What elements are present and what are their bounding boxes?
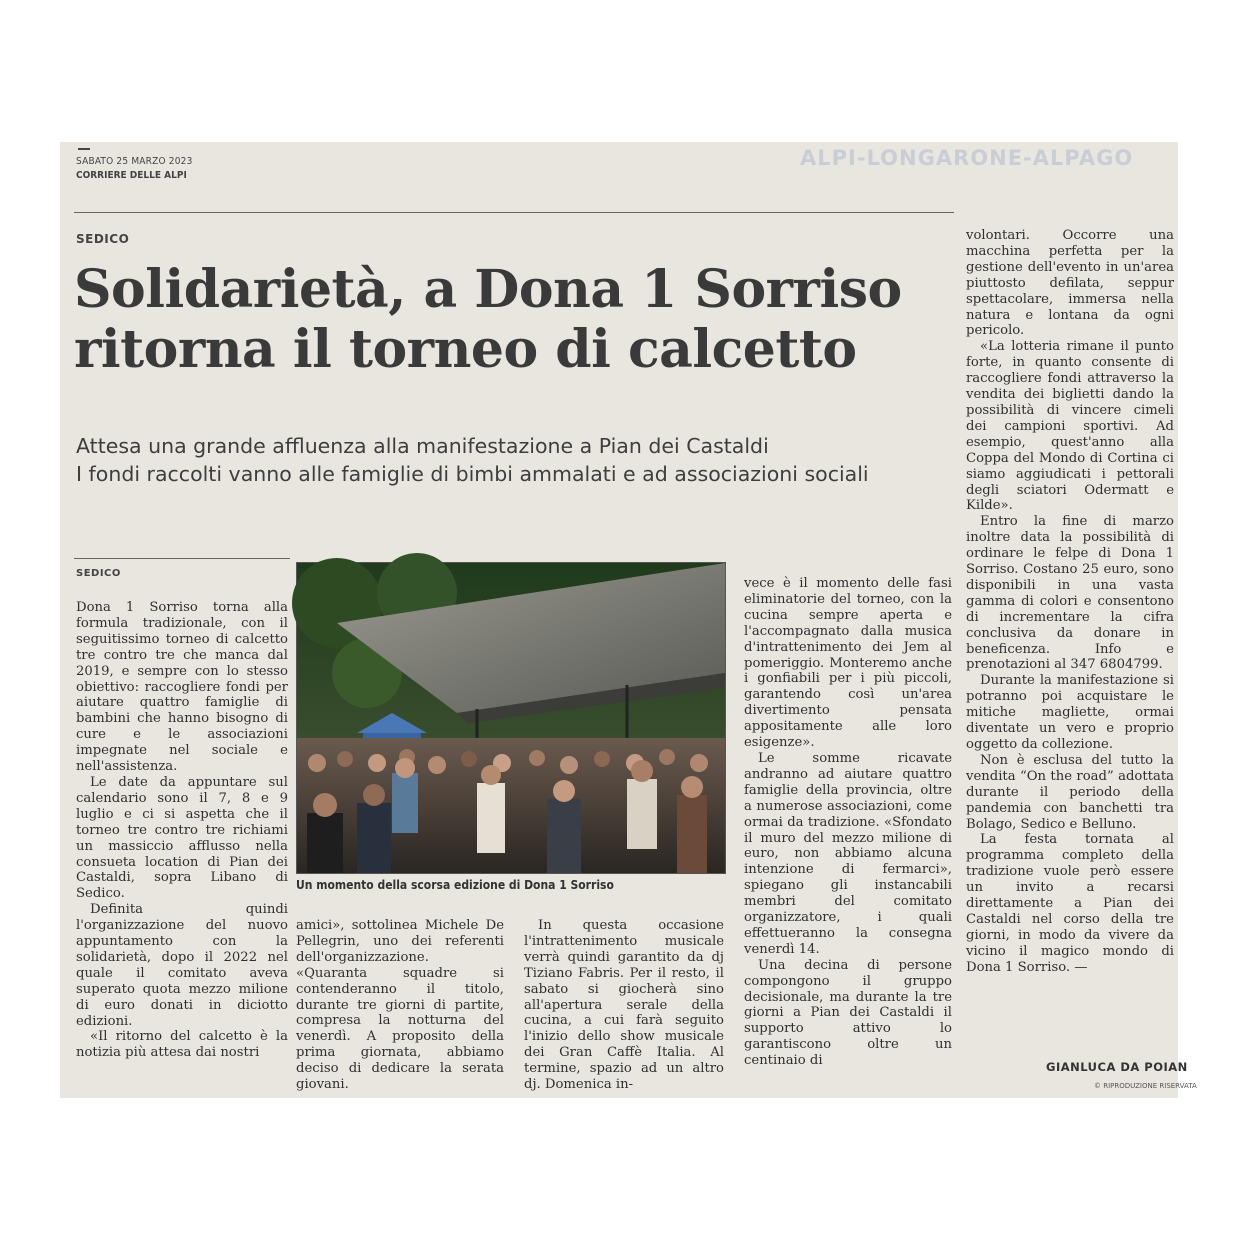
paragraph: Dona 1 Sorriso torna alla formula tradizionale, con il seguitissimo torneo di calcetto tre contro tre che manca dal 2019, e sempre con lo stesso obiettivo: raccogliere fondi per aiutare quattro famiglie di bambini che hanno bisogno di cure e le associazioni impegnate nel sociale e nell'assistenza.	[76, 600, 288, 775]
paragraph: «Il ritorno del calcetto è la notizia più attesa dai nostri	[76, 1029, 288, 1061]
body-column-4	[744, 576, 952, 1069]
subheadline-line: I fondi raccolti vanno alle famiglie di bimbi ammalati e ad associazioni sociali	[76, 462, 869, 486]
paragraph: Definita quindi l'organizzazione del nuovo appuntamento con la solidarietà, dopo il 2022 nel quale il comitato aveva superato quota mezzo milione di euro donati in diciotto edizioni.	[76, 902, 288, 1029]
body-column-3	[524, 918, 724, 1093]
crowd-photo-illustration	[297, 563, 725, 873]
paragraph: Le date da appuntare sul calendario sono il 7, 8 e 9 luglio e ci si aspetta che il torneo tre contro tre richiami un massiccio afflusso nella consueta location di Pian dei Castaldi, sopra Libano di Sedico.	[76, 774, 288, 902]
paragraph: vece è il momento delle fasi eliminatorie del torneo, con la cucina sempre aperta e l'accompagnato dalla musica d'intrattenimento dei Jem al pomeriggio. Monteremo anche i gonfiabili per i più piccoli, garantendo così un'area divertimento pensata appositamente alle loro esigenze».	[744, 576, 952, 751]
event-photo	[296, 562, 726, 874]
subheadline	[76, 432, 956, 488]
paragraph: Non è esclusa del tutto la vendita “On the road” adottata durante il periodo della pandemia con banchetti tra Bolago, Sedico e Belluno.	[966, 752, 1174, 832]
header-rule	[78, 148, 90, 150]
divider	[74, 558, 290, 559]
copyright-notice: © RIPRODUZIONE RISERVATA	[1094, 1082, 1197, 1090]
article-kicker: SEDICO	[76, 232, 130, 246]
subheadline-line: Attesa una grande affluenza alla manifestazione a Pian dei Castaldi	[76, 434, 769, 458]
newspaper-name: CORRIERE DELLE ALPI	[76, 170, 187, 181]
paragraph: In questa occasione l'intrattenimento musicale verrà quindi garantito da dj Tiziano Fabris. Per il resto, il sabato si giocherà sino all'apertura serale della cucina, a cui farà seguito l'inizio dello show musicale dei Gran Caffè Italia. Al termine, spazio ad un altro dj. Domenica in-	[524, 918, 724, 1093]
paragraph: La festa tornata al programma completo della tradizione vuole però essere un invito a recarsi direttamente a Pian dei Castaldi nel corso della tre giorni, in modo da vivere da vicino il magico mondo di Dona 1 Sorriso. —	[966, 832, 1174, 975]
divider	[74, 212, 954, 213]
body-column-5	[966, 228, 1174, 976]
newspaper-clipping	[60, 142, 1197, 1098]
issue-date: SABATO 25 MARZO 2023	[76, 156, 193, 167]
paragraph: volontari. Occorre una macchina perfetta per la gestione dell'evento in un'area piuttosto defilata, seppur spettacolare, immersa nella natura e lontana da ogni pericolo.	[966, 228, 1174, 339]
paragraph: Le somme ricavate andranno ad aiutare quattro famiglie della provincia, oltre a numerose associazioni, come ormai da tradizione. «Sfondato il muro del mezzo milione di euro, non abbiamo alcuna intenzione di fermarci», spiegano gli instancabili membri del comitato organizzatore, i quali effettueranno la consegna venerdì 14.	[744, 750, 952, 957]
headline-line: ritorna il torneo di calcetto	[74, 319, 857, 380]
paragraph: Entro la fine di marzo inoltre data la possibilità di ordinare le felpe di Dona 1 Sorriso. Costano 25 euro, sono disponibili in una vasta gamma di colori e consentono di incrementare la cifra conclusiva da donare in beneficenza. Info e prenotazioni al 347 6804799.	[966, 514, 1174, 673]
body-kicker: SEDICO	[76, 568, 121, 579]
body-column-1	[76, 600, 288, 1061]
paragraph: amici», sottolinea Michele De Pellegrin, uno dei referenti dell'organizzazione. «Quaranta squadre si contenderanno il titolo, durante tre giorni di partite, compresa la notturna del venerdì. A proposito della prima giornata, abbiamo deciso di dedicare la serata giovani.	[296, 918, 504, 1093]
headline-line: Solidarietà, a Dona 1 Sorriso	[74, 259, 902, 320]
headline	[74, 260, 954, 380]
paragraph: «La lotteria rimane il punto forte, in quanto consente di raccogliere fondi attraverso la vendita dei biglietti dando la possibilità di vincere cimeli dei campioni sportivi. Ad esempio, quest'anno alla Coppa del Mondo di Cortina ci siamo aggiudicati i pettorali degli sciatori Odermatt e Kilde».	[966, 339, 1174, 514]
paragraph: Durante la manifestazione si potranno poi acquistare le mitiche magliette, ormai diventate un vero e proprio oggetto da collezione.	[966, 673, 1174, 752]
photo-caption: Un momento della scorsa edizione di Dona 1 Sorriso	[296, 878, 614, 892]
body-column-2	[296, 918, 504, 1093]
paragraph: Una decina di persone compongono il gruppo decisionale, ma durante la tre giorni a Pian dei Castaldi il supporto attivo lo garantiscono oltre un centinaio di	[744, 957, 952, 1069]
byline: GIANLUCA DA POIAN	[1046, 1060, 1188, 1074]
section-banner: ALPI-LONGARONE-ALPAGO	[800, 146, 1134, 170]
